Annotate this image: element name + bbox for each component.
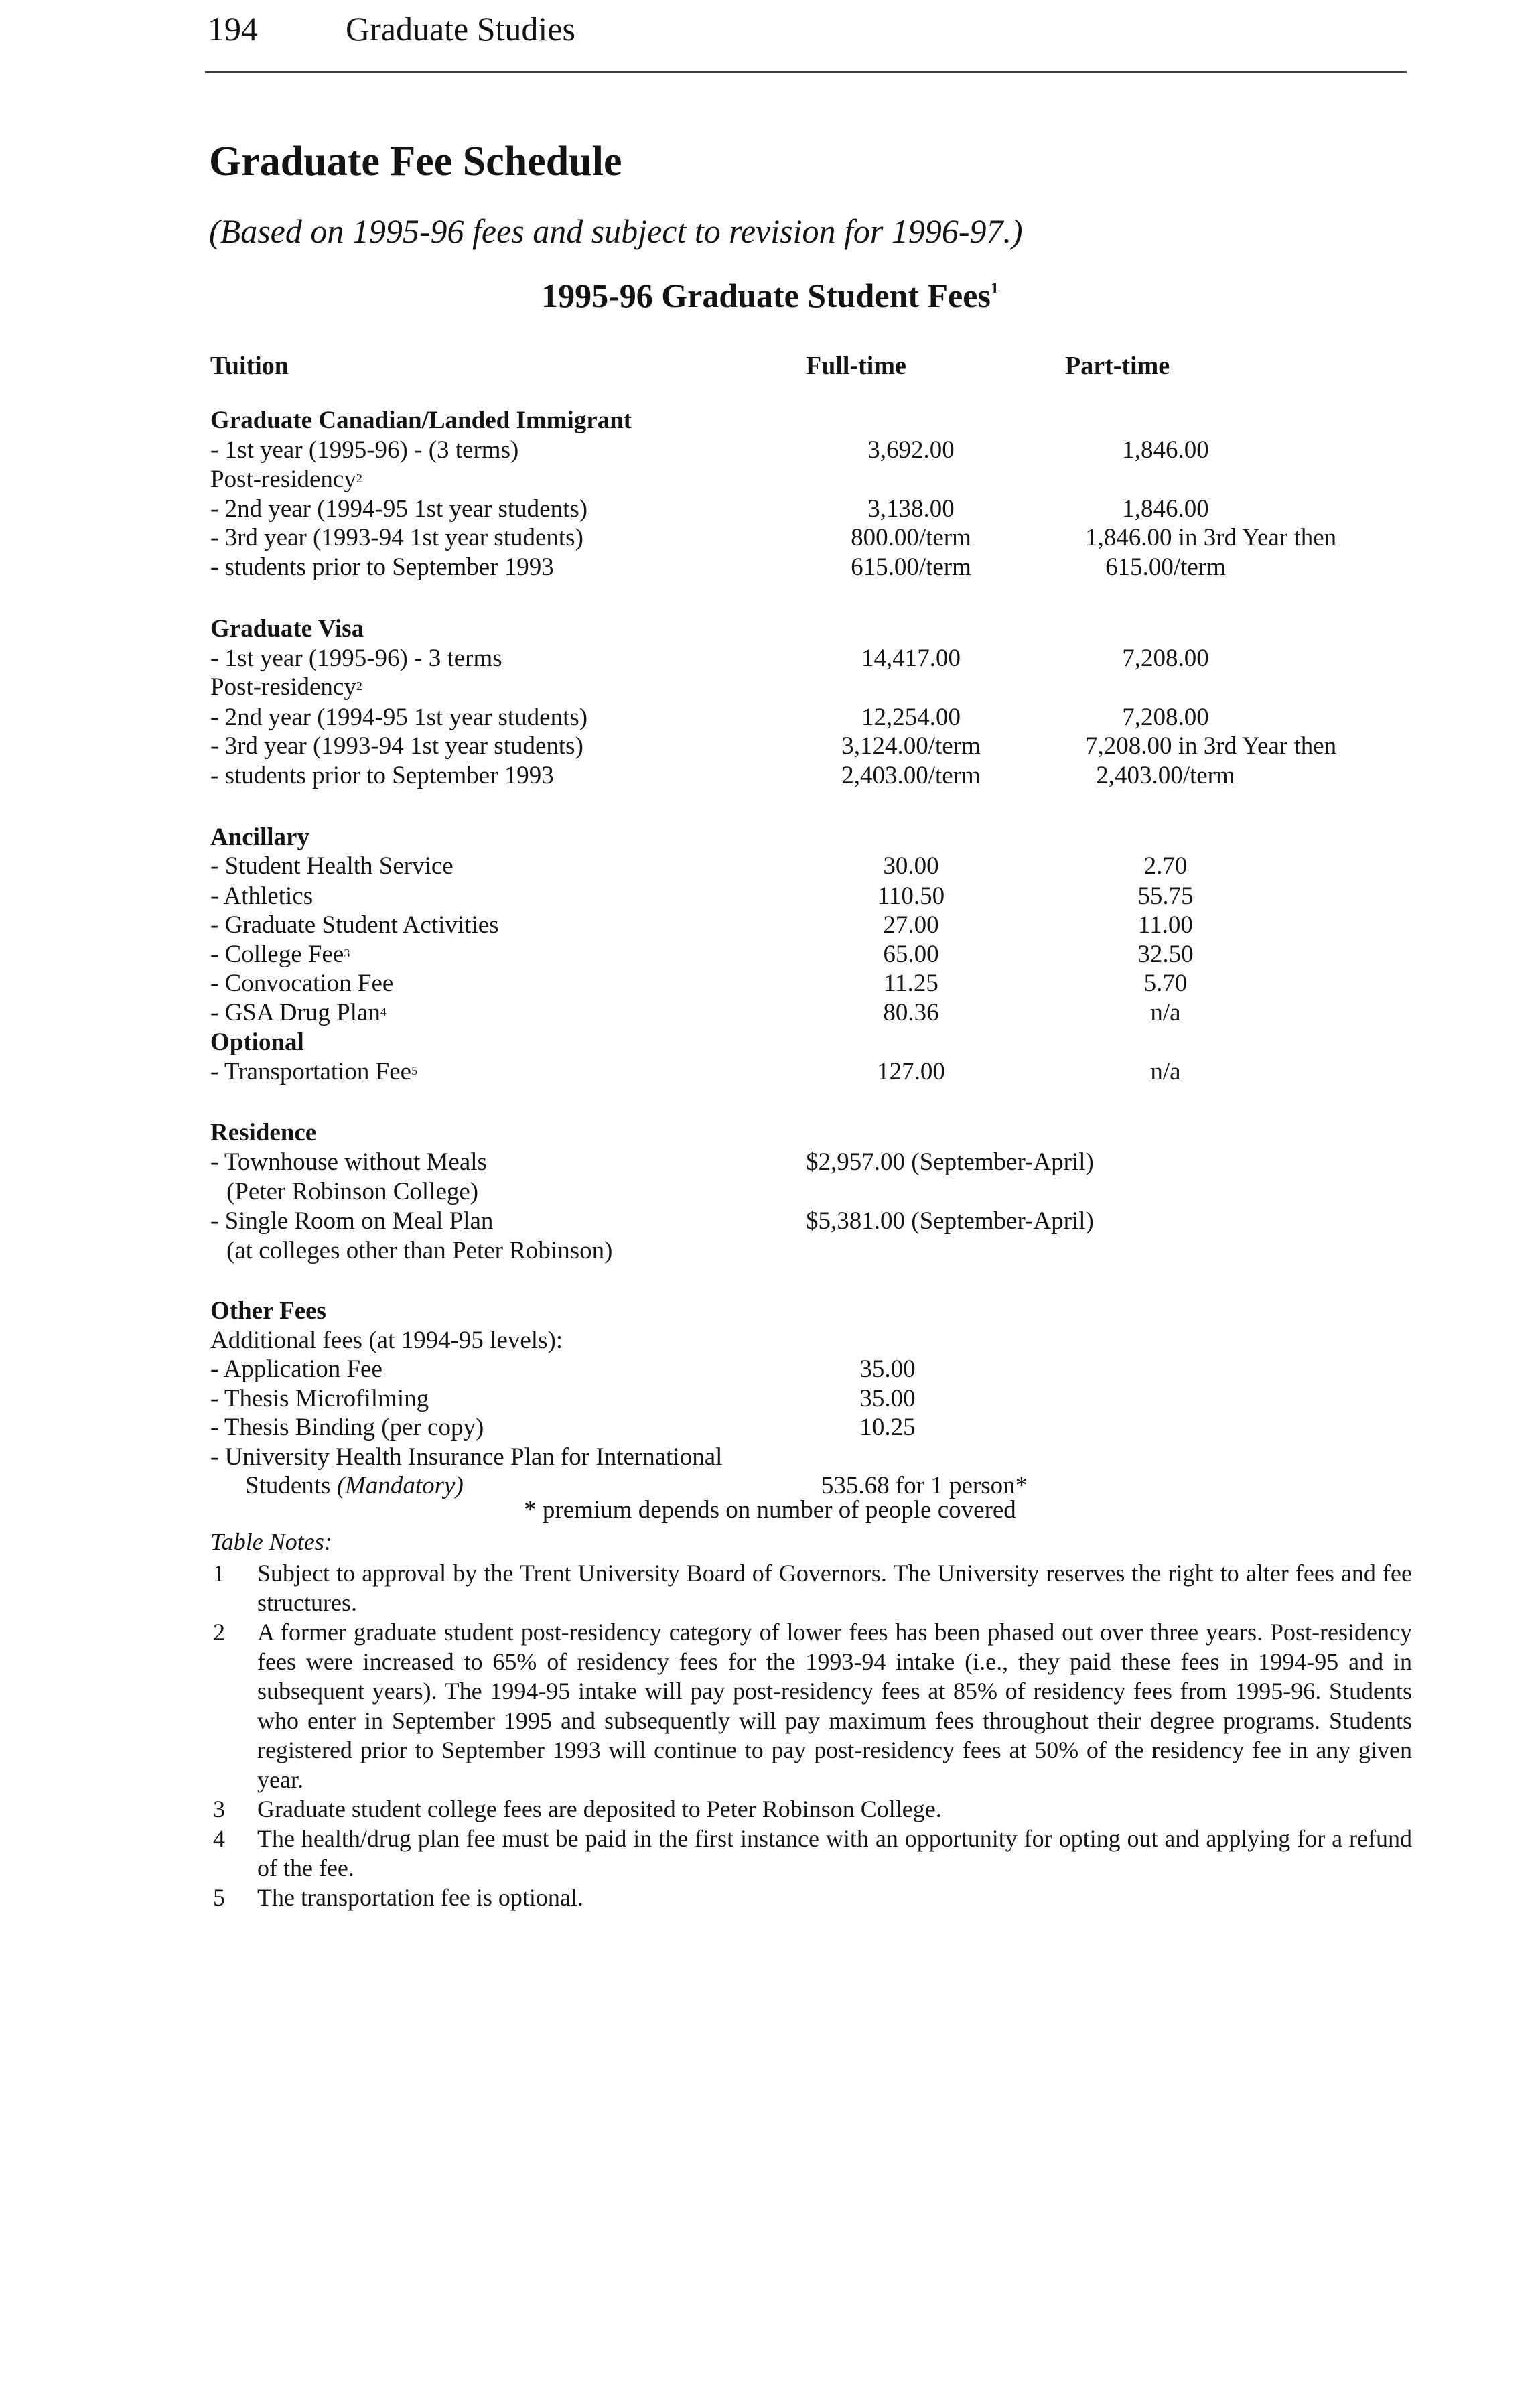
table-note-number: 4 (213, 1825, 225, 1852)
fee-row-label (210, 1384, 429, 1414)
fee-row (0, 969, 1540, 998)
table-note-text: Graduate student college fees are deposited to Peter Robinson College. (257, 1796, 942, 1822)
fee-row-label-text: Post-residency (210, 673, 356, 701)
fee-row-label-text: - 3rd year (1993-94 1st year students) (210, 732, 583, 760)
fee-row (0, 1207, 1540, 1236)
footnote-marker: 3 (344, 947, 350, 960)
table-note-text: The transportation fee is optional. (257, 1884, 583, 1911)
column-header-tuition: Tuition (210, 352, 289, 380)
fee-row-label (210, 436, 518, 465)
table-title-text: 1995-96 Graduate Student Fees (541, 277, 991, 314)
fee-row (0, 852, 1540, 881)
fee-row (0, 436, 1540, 465)
fee-row (0, 1148, 1540, 1177)
footnote-marker: 4 (380, 1005, 387, 1018)
page-subtitle: (Based on 1995-96 fees and subject to revision for 1996-97.) (209, 212, 1023, 250)
fee-row (0, 1236, 1540, 1266)
fee-part-time-value: 11.00 (1138, 911, 1193, 939)
fee-part-time-value: 7,208.00 (1122, 645, 1209, 672)
fee-row-label (210, 553, 554, 582)
fee-row-label (210, 852, 453, 881)
fee-row (0, 911, 1540, 940)
fee-full-time-value: 12,254.00 (861, 704, 961, 731)
fee-full-time-value: 615.00/term (851, 553, 971, 581)
fee-row-label-text: - students prior to September 1993 (210, 762, 554, 789)
fee-part-time-value: n/a (1150, 999, 1181, 1026)
fee-part-time-value: 1,846.00 in 3rd Year then (1085, 524, 1337, 551)
fee-row (0, 998, 1540, 1028)
fee-row (0, 1355, 1540, 1384)
fee-row (0, 553, 1540, 582)
fee-row-label (226, 1236, 612, 1266)
fee-row-label (210, 644, 502, 673)
fee-row-label (210, 1028, 304, 1057)
fee-row (0, 1057, 1540, 1087)
fee-row (0, 1028, 1540, 1057)
fee-row-label-text: Students (245, 1472, 331, 1499)
fee-row (0, 823, 1540, 852)
fee-row-label-text: - Application Fee (210, 1355, 382, 1383)
fee-row-label (210, 1057, 417, 1087)
footnote-marker: 2 (356, 679, 362, 693)
table-note-text: Subject to approval by the Trent University Board of Governors. The University reserves the right to alter fees and fee structures. (257, 1560, 1412, 1616)
fee-row (0, 940, 1540, 970)
fee-row-label-text: - students prior to September 1993 (210, 553, 554, 581)
fee-part-time-value: 2.70 (1143, 852, 1188, 880)
fee-part-time-value: 1,846.00 (1122, 495, 1209, 523)
fee-row-label-text: Optional (210, 1028, 304, 1056)
footnote-marker: 2 (356, 472, 362, 485)
fee-row-label-text: - 1st year (1995-96) - 3 terms (210, 645, 502, 672)
fee-row-label (210, 1326, 563, 1355)
fee-row-label-text: Ancillary (210, 823, 309, 851)
fee-full-time-value: 3,138.00 (867, 495, 955, 523)
fee-row (0, 673, 1540, 702)
fee-row-label-text: - Single Room on Meal Plan (210, 1207, 494, 1235)
fee-row-label-text: Residence (210, 1119, 317, 1146)
fee-row-label (210, 703, 587, 732)
table-note (213, 1824, 1412, 1883)
fee-full-time-value: 65.00 (883, 941, 939, 968)
fee-full-time-value: 80.36 (883, 999, 939, 1026)
fee-row-label-text: (at colleges other than Peter Robinson) (226, 1237, 613, 1264)
fee-row (0, 732, 1540, 761)
fee-part-time-value: 5.70 (1143, 970, 1188, 997)
fee-row-label-text: - Townhouse without Meals (210, 1148, 487, 1176)
fee-row-label-italic: (Mandatory) (336, 1472, 464, 1499)
fee-row (0, 1443, 1540, 1472)
fee-row-label (210, 494, 587, 524)
fee-full-time-value: 27.00 (883, 911, 939, 939)
table-note-text: The health/drug plan fee must be paid in the first instance with an opportunity for opting out and applying for a refund of the fee. (257, 1825, 1412, 1881)
fee-full-time-value: 35.00 (859, 1385, 916, 1412)
fee-part-time-value: 7,208.00 (1122, 704, 1209, 731)
fee-row-label (210, 1148, 487, 1177)
fee-row-label (226, 1177, 478, 1207)
fee-row-label (210, 614, 364, 644)
fee-full-time-value: 535.68 for 1 person* (821, 1472, 1028, 1499)
fee-row-label-text: Post-residency (210, 466, 356, 493)
fee-row-label-text: - 1st year (1995-96) - (3 terms) (210, 436, 519, 464)
fee-row-label-text: Graduate Visa (210, 615, 364, 643)
fee-row (0, 882, 1540, 911)
fee-row (0, 1326, 1540, 1355)
fee-row-label-text: - Transportation Fee (210, 1058, 412, 1085)
table-note (213, 1883, 1412, 1912)
footnote-marker: 5 (411, 1064, 418, 1077)
fee-row-label-text: - College Fee (210, 941, 344, 968)
fee-row-label (210, 732, 583, 761)
fee-row (0, 703, 1540, 732)
fee-row (0, 1413, 1540, 1443)
table-note-text: A former graduate student post-residency category of lower fees has been phased out over three years. Post-residency fees were increased to 65% of residency fees for the 1993-94 intake (i.e., they paid these fees in 1994-95 and in subsequent years). The 1994-95 intake will pay post-residency fees at 85% of residency fees from 1995-96. Students who enter in September 1995 and subsequently will pay maximum fees throughout their degree programs. Students registered prior to September 1993 will continue to pay post-residency fees at 50% of the residency fee in any given year. (257, 1619, 1412, 1793)
fee-full-time-value: 2,403.00/term (841, 762, 981, 789)
fee-row-label-text: - Convocation Fee (210, 970, 394, 997)
fee-full-time-value: 3,692.00 (867, 436, 955, 464)
fee-row-label-text: Additional fees (at 1994-95 levels): (210, 1327, 563, 1354)
table-notes-title: Table Notes: (210, 1528, 332, 1555)
fee-row-label (210, 969, 393, 998)
fee-part-time-value: 2,403.00/term (1096, 762, 1235, 789)
fee-row-label (210, 406, 632, 436)
fee-row-label (210, 1118, 316, 1148)
fee-full-time-value: 800.00/term (851, 524, 971, 551)
fee-full-time-value: 127.00 (877, 1058, 945, 1085)
fee-full-time-value: 110.50 (877, 882, 945, 910)
fee-row (0, 494, 1540, 524)
fee-part-time-value: 7,208.00 in 3rd Year then (1085, 732, 1337, 760)
fee-row (0, 644, 1540, 673)
fee-full-time-value: 14,417.00 (861, 645, 961, 672)
fee-row-label-text: - 2nd year (1994-95 1st year students) (210, 704, 588, 731)
table-note-number: 5 (213, 1884, 225, 1911)
fee-row-label (210, 1413, 484, 1443)
fee-full-time-value: 35.00 (859, 1355, 916, 1383)
table-note (213, 1794, 1412, 1824)
fee-row-label (210, 1443, 722, 1472)
fee-row-label (210, 940, 350, 970)
fee-full-time-value: $2,957.00 (September-April) (806, 1148, 1094, 1176)
fee-row (0, 1296, 1540, 1326)
fee-row-label (210, 1207, 493, 1236)
fee-part-time-value: 55.75 (1137, 882, 1194, 910)
fee-part-time-value: 615.00/term (1105, 553, 1226, 581)
table-note (213, 1617, 1412, 1794)
fee-row-label-text: Other Fees (210, 1297, 326, 1325)
table-note-number: 3 (213, 1796, 225, 1822)
fee-row (0, 761, 1540, 791)
fee-row (0, 1118, 1540, 1148)
fee-row-label-text: - GSA Drug Plan (210, 999, 380, 1026)
table-title (0, 276, 1540, 315)
fee-row (0, 1177, 1540, 1207)
premium-note: * premium depends on number of people covered (524, 1496, 1016, 1524)
fee-row-label (210, 523, 583, 553)
fee-row-label (210, 465, 362, 494)
fee-row (0, 614, 1540, 644)
fee-row-label (210, 761, 554, 791)
table-note-number: 1 (213, 1560, 225, 1587)
fee-row-label (210, 882, 313, 911)
fee-row-label (210, 1296, 326, 1326)
fee-row-label-text: - 3rd year (1993-94 1st year students) (210, 524, 583, 551)
column-header-full-time: Full-time (806, 352, 906, 380)
fee-part-time-value: 1,846.00 (1122, 436, 1209, 464)
fee-row-label-text: (Peter Robinson College) (226, 1178, 479, 1205)
fee-full-time-value: 11.25 (884, 970, 938, 997)
fee-row-label-text: - 2nd year (1994-95 1st year students) (210, 495, 588, 523)
fee-full-time-value: 3,124.00/term (841, 732, 981, 760)
column-header-part-time: Part-time (1065, 352, 1170, 380)
fee-row-label (210, 1355, 382, 1384)
fee-row (0, 406, 1540, 436)
fee-full-time-value: 30.00 (883, 852, 939, 880)
fee-row-label-text: - University Health Insurance Plan for International (210, 1443, 723, 1471)
fee-row (0, 1384, 1540, 1414)
fee-row-label-text: - Graduate Student Activities (210, 911, 499, 939)
running-header (208, 9, 575, 48)
fee-row-label (210, 998, 387, 1028)
page-title: Graduate Fee Schedule (209, 139, 622, 184)
table-title-footnote: 1 (990, 280, 999, 297)
fee-row-label-text: - Student Health Service (210, 852, 453, 880)
fee-row-label-text: - Thesis Binding (per copy) (210, 1414, 484, 1441)
fee-row (0, 523, 1540, 553)
table-note (213, 1558, 1412, 1617)
fee-full-time-value: $5,381.00 (September-April) (806, 1207, 1094, 1235)
header-rule (205, 71, 1407, 73)
fee-row-label (210, 911, 499, 940)
table-note-number: 2 (213, 1619, 225, 1646)
fee-row (0, 465, 1540, 494)
fee-row-label (210, 823, 309, 852)
page-number: 194 (208, 10, 258, 48)
fee-part-time-value: 32.50 (1137, 941, 1194, 968)
fee-full-time-value: 10.25 (859, 1414, 916, 1441)
fee-row-label (210, 673, 362, 702)
running-title: Graduate Studies (346, 10, 575, 48)
fee-row-label-text: - Thesis Microfilming (210, 1385, 429, 1412)
fee-row-label-text: - Athletics (210, 882, 313, 910)
fee-row-label-text: Graduate Canadian/Landed Immigrant (210, 407, 632, 434)
fee-part-time-value: n/a (1150, 1058, 1181, 1085)
